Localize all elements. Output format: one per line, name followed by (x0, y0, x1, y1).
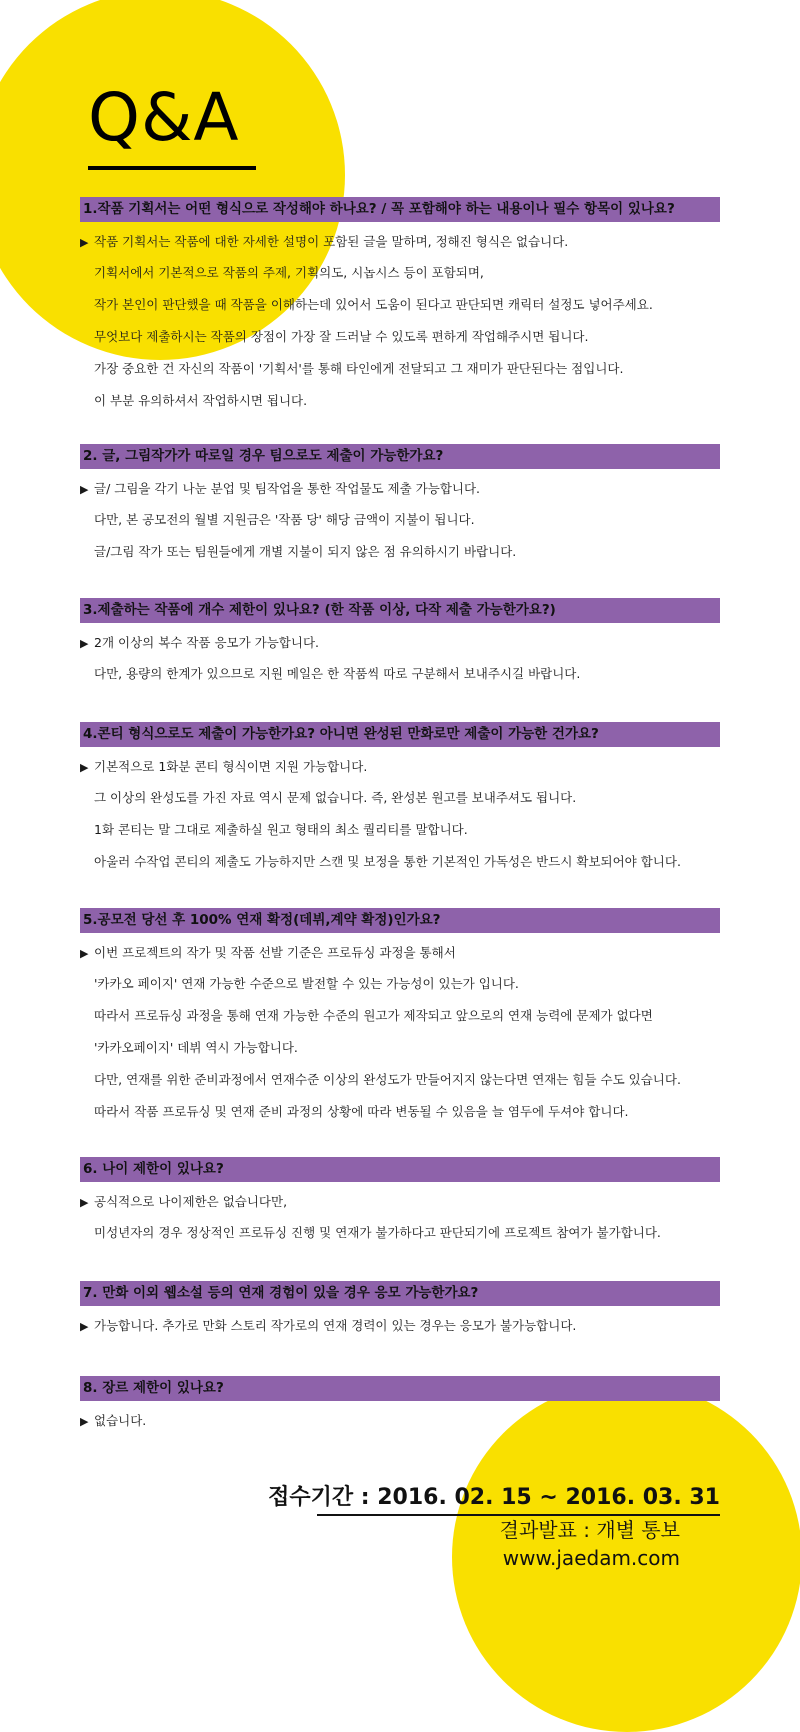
answer-line: 무엇보다 제출하시는 작품의 장점이 가장 잘 드러날 수 있도록 편하게 작업해주시면 됩니다. (94, 329, 589, 344)
bullet-icon: ▶ (80, 761, 89, 774)
answer-line: ▶ 작품 기획서는 작품에 대한 자세한 설명이 포함된 글을 말하며, 정해진 형식은 없습니다. (80, 230, 720, 255)
answer-line: ▶ 가능합니다. 추가로 만화 스토리 작가로의 연재 경력이 있는 경우는 응모가 불가능합니다. (80, 1314, 720, 1339)
answer-line: 따라서 프로듀싱 과정을 통해 연재 가능한 수준의 원고가 제작되고 앞으로의 연재 능력에 문제가 없다면 (94, 1008, 653, 1023)
answer-line: 다만, 용량의 한계가 있으므로 지원 메일은 한 작품씩 따로 구분해서 보내주시길 바랍니다. (94, 666, 581, 681)
answer-line: 작가 본인이 판단했을 때 작품을 이해하는데 있어서 도움이 된다고 판단되면 캐릭터 설정도 넣어주세요. (94, 297, 653, 312)
answer-line: ▶ 기본적으로 1화분 콘티 형식이면 지원 가능합니다. (80, 755, 720, 780)
answer-8 (80, 1409, 720, 1434)
submission-period: 접수기간 : 2016. 02. 15 ~ 2016. 03. 31 (268, 1485, 720, 1510)
answer-line: 1화 콘티는 말 그대로 제출하실 원고 형태의 최소 퀄리티를 말합니다. (94, 822, 468, 837)
answer-5 (80, 941, 720, 1128)
question-1: 1.작품 기획서는 어떤 형식으로 작성해야 하나요? / 꼭 포함해야 하는 내용이나 필수 항목이 있나요? (80, 197, 720, 222)
bullet-icon: ▶ (80, 236, 89, 249)
answer-2 (80, 477, 720, 568)
page-title: Q&A (88, 79, 240, 156)
answer-3 (80, 631, 720, 690)
question-6: 6. 나이 제한이 있나요? (80, 1157, 720, 1182)
answer-line: '카카오 페이지' 연재 가능한 수준으로 발전할 수 있는 가능성이 있는가 입니다. (94, 976, 519, 991)
qa-item-2 (80, 444, 720, 568)
qa-item-8 (80, 1376, 720, 1436)
bullet-icon: ▶ (80, 1320, 89, 1333)
answer-line: 따라서 작품 프로듀싱 및 연재 준비 과정의 상황에 따라 변동될 수 있음을 늘 염두에 두셔야 합니다. (94, 1104, 629, 1119)
question-4: 4.콘티 형식으로도 제출이 가능한가요? 아니면 완성된 만화로만 제출이 가능한 건가요? (80, 722, 720, 747)
answer-4 (80, 755, 720, 878)
qa-item-4 (80, 722, 720, 878)
answer-line: ▶ 글/ 그림을 각기 나눈 분업 및 팀작업을 통한 작업물도 제출 가능합니다. (80, 477, 720, 502)
qa-item-5 (80, 908, 720, 1128)
bullet-icon: ▶ (80, 1415, 89, 1428)
question-8: 8. 장르 제한이 있나요? (80, 1376, 720, 1401)
bullet-icon: ▶ (80, 483, 89, 496)
qa-item-7 (80, 1281, 720, 1341)
bullet-icon: ▶ (80, 947, 89, 960)
question-3: 3.제출하는 작품에 개수 제한이 있나요? (한 작품 이상, 다작 제출 가능한가요?) (80, 598, 720, 623)
answer-line: ▶ 이번 프로젝트의 작가 및 작품 선발 기준은 프로듀싱 과정을 통해서 (80, 941, 720, 966)
answer-line: 아울러 수작업 콘티의 제출도 가능하지만 스캔 및 보정을 통한 기본적인 가독성은 반드시 확보되어야 합니다. (94, 854, 681, 869)
result-announcement: 결과발표 : 개별 통보 (499, 1518, 680, 1542)
answer-line: 미성년자의 경우 정상적인 프로듀싱 진행 및 연재가 불가하다고 판단되기에 프로젝트 참여가 불가합니다. (94, 1225, 661, 1240)
answer-7 (80, 1314, 720, 1339)
qa-item-3 (80, 598, 720, 690)
answer-6 (80, 1190, 720, 1249)
qa-item-1 (80, 197, 720, 417)
bullet-icon: ▶ (80, 1196, 89, 1209)
website-link[interactable]: www.jaedam.com (502, 1546, 680, 1570)
answer-line: 글/그림 작가 또는 팀원들에게 개별 지불이 되지 않은 점 유의하시기 바랍니다. (94, 544, 517, 559)
answer-line: ▶ 없습니다. (80, 1409, 720, 1434)
answer-line: 다만, 연재를 위한 준비과정에서 연재수준 이상의 완성도가 만들어지지 않는다면 연재는 힘들 수도 있습니다. (94, 1072, 681, 1087)
question-5: 5.공모전 당선 후 100% 연재 확정(데뷔,계약 확정)인가요? (80, 908, 720, 933)
bullet-icon: ▶ (80, 637, 89, 650)
answer-line: 그 이상의 완성도를 가진 자료 역시 문제 없습니다. 즉, 완성본 원고를 보내주셔도 됩니다. (94, 790, 577, 805)
answer-line: ▶ 2개 이상의 복수 작품 응모가 가능합니다. (80, 631, 720, 656)
answer-line: '카카오페이지' 데뷔 역시 가능합니다. (94, 1040, 298, 1055)
answer-line: 다만, 본 공모전의 월별 지원금은 '작품 당' 해당 금액이 지불이 됩니다. (94, 512, 475, 527)
qa-item-6 (80, 1157, 720, 1249)
answer-line: ▶ 공식적으로 나이제한은 없습니다만, (80, 1190, 720, 1215)
title-underline (88, 166, 256, 170)
footer-info (160, 1483, 720, 1572)
question-7: 7. 만화 이외 웹소설 등의 연재 경험이 있을 경우 응모 가능한가요? (80, 1281, 720, 1306)
answer-line: 가장 중요한 건 자신의 작품이 '기획서'를 통해 타인에게 전달되고 그 재미가 판단된다는 점입니다. (94, 361, 624, 376)
answer-1 (80, 230, 720, 417)
answer-line: 이 부분 유의하셔서 작업하시면 됩니다. (94, 393, 308, 408)
answer-line: 기획서에서 기본적으로 작품의 주제, 기획의도, 시놉시스 등이 포함되며, (94, 265, 484, 280)
question-2: 2. 글, 그림작가가 따로일 경우 팀으로도 제출이 가능한가요? (80, 444, 720, 469)
